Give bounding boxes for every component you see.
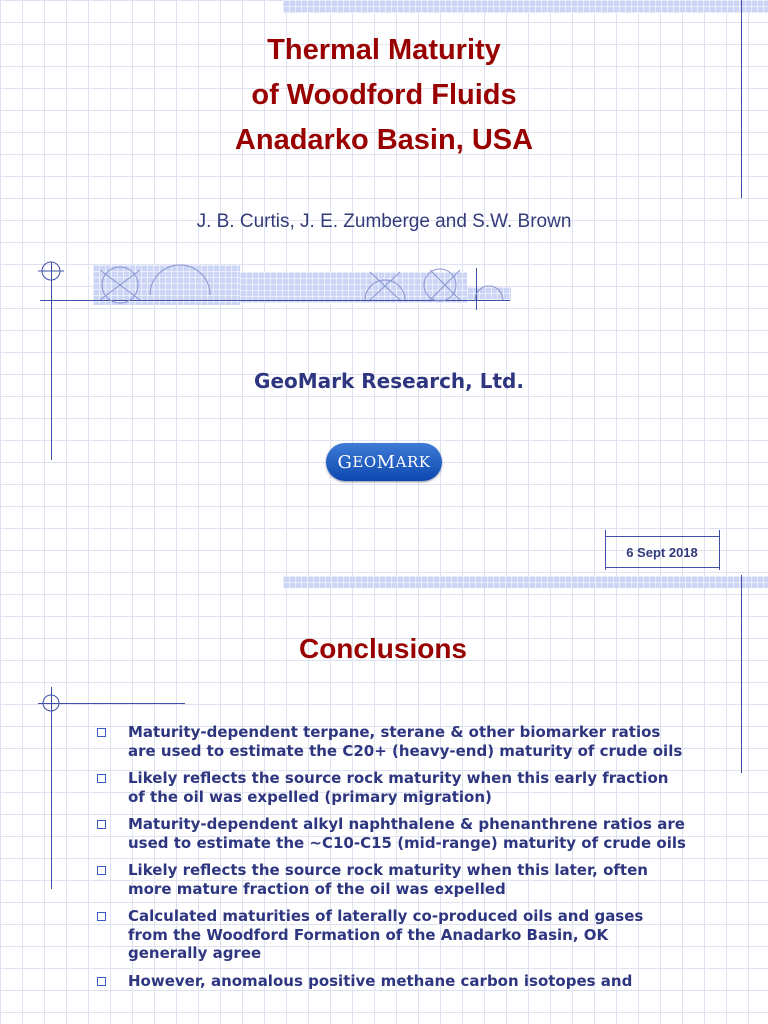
logo-letter-m: M bbox=[376, 451, 396, 473]
hollow-square-bullet-icon bbox=[97, 977, 106, 986]
crosshair-circle-icon bbox=[38, 262, 64, 280]
title-line-3: Anadarko Basin, USA bbox=[234, 124, 534, 156]
date-box-right-line bbox=[719, 530, 720, 570]
decorative-band-top bbox=[283, 0, 768, 13]
logo-text-eo: EO bbox=[352, 453, 377, 471]
decorative-band-top bbox=[283, 576, 768, 588]
decorative-arcs-svg bbox=[0, 250, 520, 320]
date-label: 6 Sept 2018 bbox=[605, 536, 719, 568]
bullet-text: Maturity-dependent alkyl naphthalene & phenanthrene ratios are used to estimate the ~C10-C15 (mid-range) maturity of crude oils bbox=[128, 815, 686, 852]
decorative-line-right bbox=[741, 575, 742, 773]
list-item bbox=[96, 769, 686, 806]
conclusions-list bbox=[96, 723, 686, 999]
logo-letter-g: G bbox=[337, 451, 353, 473]
list-item bbox=[96, 972, 686, 991]
title-line-1: Thermal Maturity bbox=[267, 34, 501, 66]
hollow-square-bullet-icon bbox=[97, 912, 106, 921]
bullet-text: Likely reflects the source rock maturity when this later, often more mature fraction of the oil was expelled bbox=[128, 861, 648, 898]
bullet-text: Likely reflects the source rock maturity when this early fraction of the oil was expelled (primary migration) bbox=[128, 769, 669, 806]
bullet-text: However, anomalous positive methane carbon isotopes and bbox=[128, 971, 633, 990]
geomark-logo bbox=[326, 443, 442, 481]
hollow-square-bullet-icon bbox=[97, 866, 106, 875]
decorative-arcs bbox=[100, 265, 503, 303]
conclusions-slide bbox=[0, 575, 768, 1024]
list-item bbox=[96, 723, 686, 760]
bullet-text: Maturity-dependent terpane, sterane & other biomarker ratios are used to estimate the C20+ (heavy-end) maturity of crude oils bbox=[128, 723, 683, 760]
authors: J. B. Curtis, J. E. Zumberge and S.W. Brown bbox=[196, 211, 572, 232]
hollow-square-bullet-icon bbox=[97, 774, 106, 783]
slide-title bbox=[0, 28, 768, 163]
organization-name: GeoMark Research, Ltd. bbox=[254, 369, 524, 393]
conclusions-heading: Conclusions bbox=[298, 633, 467, 664]
hollow-square-bullet-icon bbox=[97, 820, 106, 829]
logo-text-ark: ARK bbox=[395, 453, 431, 471]
bullet-text: Calculated maturities of laterally co-produced oils and gases from the Woodford Formation of the Anadarko Basin, OK generally agree bbox=[128, 907, 644, 962]
list-item bbox=[96, 815, 686, 852]
hollow-square-bullet-icon bbox=[97, 728, 106, 737]
crosshair-circle-icon bbox=[30, 690, 70, 718]
title-line-2: of Woodford Fluids bbox=[251, 79, 517, 111]
list-item bbox=[96, 907, 686, 963]
list-item bbox=[96, 861, 686, 898]
